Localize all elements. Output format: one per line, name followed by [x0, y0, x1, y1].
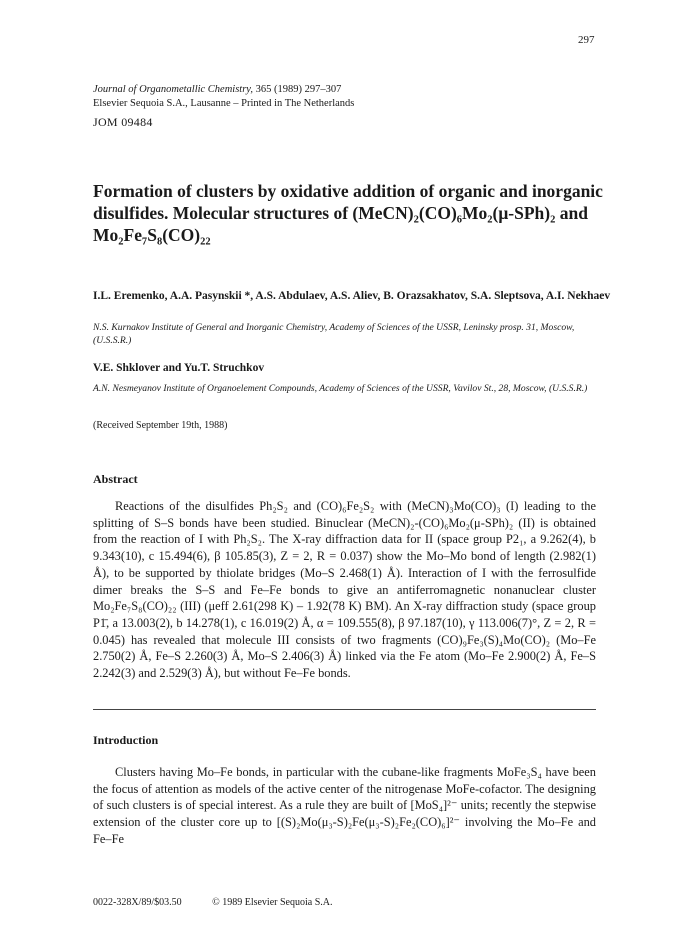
- journal-name: Journal of Organometallic Chemistry,: [93, 84, 254, 95]
- paper-title: Formation of clusters by oxidative addition of organic and inorganic disulfides. Molecular structures of (MeCN)₂(CO)₆Mo₂(μ-SPh)₂ and Mo₂Fe₇S₈(CO)₂₂: [93, 181, 603, 245]
- abstract-heading: Abstract: [93, 472, 138, 486]
- introduction-body: [93, 764, 596, 848]
- footer-copyright: © 1989 Elsevier Sequoia S.A.: [212, 897, 333, 908]
- authors-group-1: I.L. Eremenko, A.A. Pasynskii *, A.S. Abdulaev, A.S. Aliev, B. Orazsakhatov, S.A. Sleptsova, A.I. Nekhaev: [93, 290, 611, 302]
- abstract-body: [93, 498, 596, 682]
- page-number: 297: [578, 34, 595, 46]
- abstract-text: Reactions of the disulfides Ph₂S₂ and (CO)₆Fe₂S₂ with (MeCN)₃Mo(CO)₃ (I) leading to the splitting of S–S bonds have been studied. Binuclear (MeCN)₂-(CO)₆Mo₂(μ-SPh)₂ (II) is obtained from the reaction of I with Ph₂S₂. The X-ray diffraction data for II (space group P2₁, a 9.262(4), b 9.343(10), c 15.494(6), β 105.85(3), Z = 2, R = 0.037) show the Mo–Mo bond of length (2.982(1) Å), to be supported by thiolate bridges (Mo–S 2.468(1) Å). Interaction of I with the ferrosulfide dimer breaks the S–S and Fe–Fe bonds to give an antiferromagnetic nonanuclear cluster Mo₂Fe₇S₈(CO)₂₂ (III) (μeff 2.61(298 K) – 1.92(78 K) BM). An X-ray diffraction study (space group P1̄, a 13.003(2), b 14.278(1), c 16.019(2) Å, α = 109.555(8), β 97.187(10), γ 113.006(7)°, Z = 2, R = 0.045) has revealed that molecule III consists of two fragments (CO)₉Fe₃(S)₄Mo(CO)₂ (Mo–Fe 2.750(2) Å, Fe–S 2.260(3) Å, Mo–S 2.406(3) Å) linked via the Fe atom (Mo–Fe 2.900(2) Å, Fe–S 2.242(3) and 2.529(3) Å), but without Fe–Fe bonds.: [93, 499, 596, 681]
- footer-code: 0022-328X/89/$03.50: [93, 897, 182, 908]
- affiliation-2: A.N. Nesmeyanov Institute of Organoelement Compounds, Academy of Sciences of the USSR, Vavilov St., 28, Moscow, (U.S.S.R.): [93, 383, 588, 394]
- section-divider: [93, 709, 596, 710]
- affiliation-1: N.S. Kurnakov Institute of General and Inorganic Chemistry, Academy of Sciences of the USSR, Leninsky prosp. 31, Moscow, (U.S.S.R.): [93, 322, 575, 346]
- publisher-line: Elsevier Sequoia S.A., Lausanne – Printed in The Netherlands: [93, 98, 355, 109]
- journal-citation: [93, 83, 354, 111]
- introduction-heading: Introduction: [93, 733, 159, 747]
- introduction-text: Clusters having Mo–Fe bonds, in particular with the cubane-like fragments MoFe₃S₄ have been the focus of attention as models of the active center of the nitrogenase MoFe-cofactor. The designing of such clusters is of special interest. As a rule they are built of [MoS₄]²⁻ units; recently the stepwise extension of the cluster core up to [(S)₂Mo(μ₃-S)₂Fe(μ₃-S)₂Fe₂(CO)₆]²⁻ involving the Mo–Fe and Fe–Fe: [93, 765, 596, 846]
- received-date: (Received September 19th, 1988): [93, 420, 228, 431]
- journal-issue: 365 (1989) 297–307: [255, 84, 342, 95]
- jom-id: JOM 09484: [93, 115, 153, 129]
- footer: [93, 897, 360, 908]
- authors-group-2: V.E. Shklover and Yu.T. Struchkov: [93, 362, 265, 374]
